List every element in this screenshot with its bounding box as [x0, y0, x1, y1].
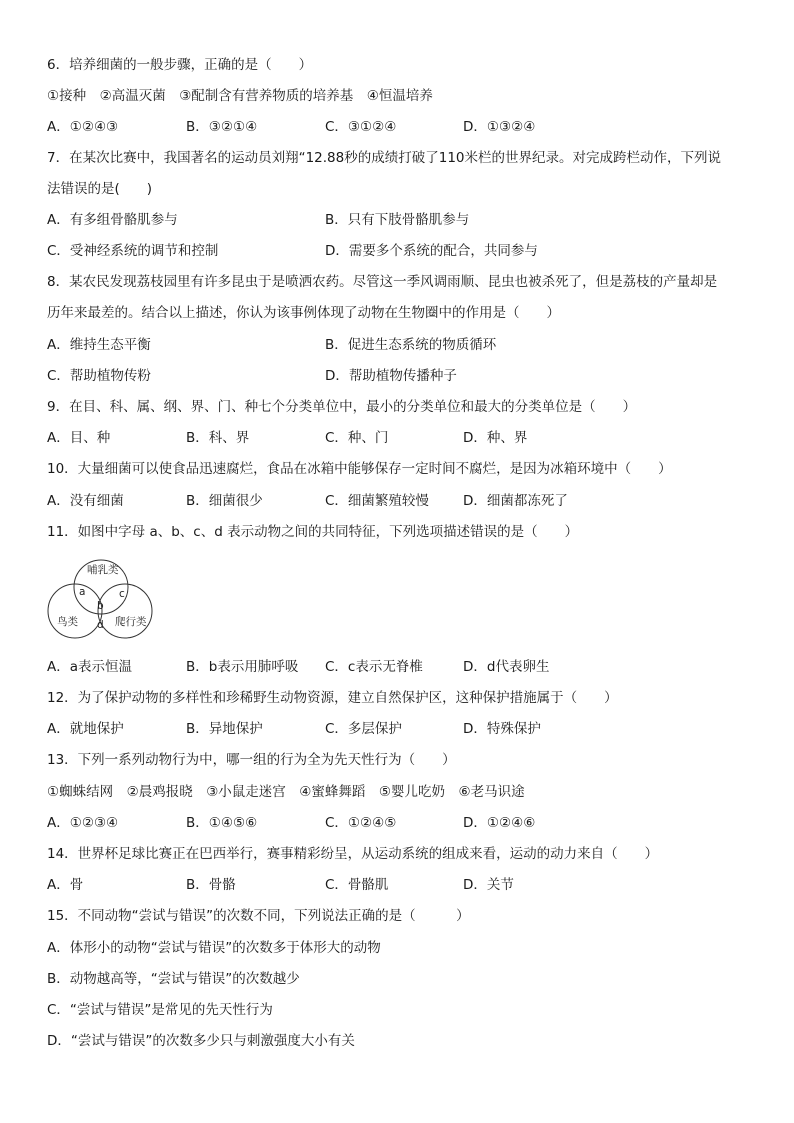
q14-option-b: B．骨骼 — [186, 877, 236, 893]
q9-option-d: D．种、界 — [463, 430, 528, 446]
q13-option-d: D．①②④⑥ — [463, 815, 536, 831]
q8-option-b: B．促进生态系统的物质循环 — [325, 337, 497, 353]
q7-option-d: D．需要多个系统的配合，共同参与 — [325, 243, 538, 259]
q11-option-c: C．c表示无脊椎 — [325, 659, 423, 675]
q6-option-c: C．③①②④ — [325, 119, 397, 135]
q13-option-b: B．①④⑤⑥ — [186, 815, 258, 831]
q13-behaviors: ①蜘蛛结网 ②晨鸡报晓 ③小鼠走迷宫 ④蜜蜂舞蹈 ⑤婴儿吃奶 ⑥老马识途 — [47, 784, 525, 800]
q11-option-a: A．a表示恒温 — [47, 659, 133, 675]
q12-option-a: A．就地保护 — [47, 721, 124, 737]
q12-option-d: D．特殊保护 — [463, 721, 541, 737]
q12-stem: 12．为了保护动物的多样性和珍稀野生动物资源，建立自然保护区，这种保护措施属于（ ） — [47, 690, 618, 706]
q7-option-c: C．受神经系统的调节和控制 — [47, 243, 219, 259]
q7-stem-line1: 7．在某次比赛中，我国著名的运动员刘翔“12.88秒的成绩打破了110米栏的世界纪录。对完成跨栏动作，下列说 — [47, 150, 721, 166]
q14-option-c: C．骨骼肌 — [325, 877, 389, 893]
venn-label-bird: 鸟类 — [57, 616, 78, 628]
q14-option-a: A．骨 — [47, 877, 84, 893]
q9-option-b: B．科、界 — [186, 430, 250, 446]
q13-option-a: A．①②③④ — [47, 815, 119, 831]
venn-diagram — [45, 556, 157, 642]
q6-steps: ①接种 ②高温灭菌 ③配制含有营养物质的培养基 ④恒温培养 — [47, 88, 433, 104]
q15-stem: 15．不同动物“尝试与错误”的次数不同，下列说法正确的是（ ） — [47, 908, 470, 924]
q7-option-a: A．有多组骨骼肌参与 — [47, 212, 178, 228]
q10-option-a: A．没有细菌 — [47, 493, 124, 509]
q9-option-c: C．种、门 — [325, 430, 389, 446]
q11-option-b: B．b表示用肺呼吸 — [186, 659, 299, 675]
q12-option-b: B．异地保护 — [186, 721, 263, 737]
q12-option-c: C．多层保护 — [325, 721, 402, 737]
q8-stem-line1: 8．某农民发现荔枝园里有许多昆虫于是喷洒农药。尽管这一季风调雨顺、昆虫也被杀死了，但是荔枝的产量却是 — [47, 274, 718, 290]
q7-stem-line2: 法错误的是( ) — [47, 181, 153, 197]
q8-option-a: A．维持生态平衡 — [47, 337, 151, 353]
venn-region-b: b — [97, 600, 104, 612]
q6-option-d: D．①③②④ — [463, 119, 536, 135]
venn-label-mammal: 哺乳类 — [87, 564, 119, 576]
q9-option-a: A．目、种 — [47, 430, 111, 446]
q6-stem: 6．培养细菌的一般步骤，正确的是（ ） — [47, 57, 313, 73]
q8-stem-line2: 历年来最差的。结合以上描述，你认为该事例体现了动物在生物圈中的作用是（ ） — [47, 305, 560, 321]
q15-option-d: D．“尝试与错误”的次数多少只与刺激强度大小有关 — [47, 1033, 355, 1049]
q6-option-b: B．③②①④ — [186, 119, 258, 135]
venn-circle-bird — [48, 584, 102, 638]
q8-option-c: C．帮助植物传粉 — [47, 368, 151, 384]
q15-option-a: A．体形小的动物“尝试与错误”的次数多于体形大的动物 — [47, 940, 381, 956]
q13-stem: 13．下列一系列动物行为中，哪一组的行为全为先天性行为（ ） — [47, 752, 456, 768]
q7-option-b: B．只有下肢骨骼肌参与 — [325, 212, 470, 228]
q8-option-d: D．帮助植物传播种子 — [325, 368, 457, 384]
q14-stem: 14．世界杯足球比赛正在巴西举行，赛事精彩纷呈，从运动系统的组成来看，运动的动力来自（ ） — [47, 846, 659, 862]
q6-option-a: A．①②④③ — [47, 119, 119, 135]
venn-region-a: a — [79, 586, 86, 598]
q15-option-c: C．“尝试与错误”是常见的先天性行为 — [47, 1002, 273, 1018]
venn-circle-reptile — [98, 584, 152, 638]
venn-region-c: c — [119, 588, 125, 600]
q10-stem: 10．大量细菌可以使食品迅速腐烂，食品在冰箱中能够保存一定时间不腐烂，是因为冰箱环境中（ ） — [47, 461, 672, 477]
venn-label-reptile: 爬行类 — [115, 616, 147, 628]
q15-option-b: B．动物越高等，“尝试与错误”的次数越少 — [47, 971, 300, 987]
venn-region-d: d — [97, 619, 104, 631]
q10-option-d: D．细菌都冻死了 — [463, 493, 568, 509]
q10-option-c: C．细菌繁殖较慢 — [325, 493, 429, 509]
q11-stem: 11．如图中字母 a、b、c、d 表示动物之间的共同特征，下列选项描述错误的是（ ） — [47, 524, 579, 540]
q10-option-b: B．细菌很少 — [186, 493, 263, 509]
q9-stem: 9．在目、科、属、纲、界、门、种七个分类单位中，最小的分类单位和最大的分类单位是（ ） — [47, 399, 637, 415]
q14-option-d: D．关节 — [463, 877, 514, 893]
q11-option-d: D．d代表卵生 — [463, 659, 550, 675]
q13-option-c: C．①②④⑤ — [325, 815, 397, 831]
